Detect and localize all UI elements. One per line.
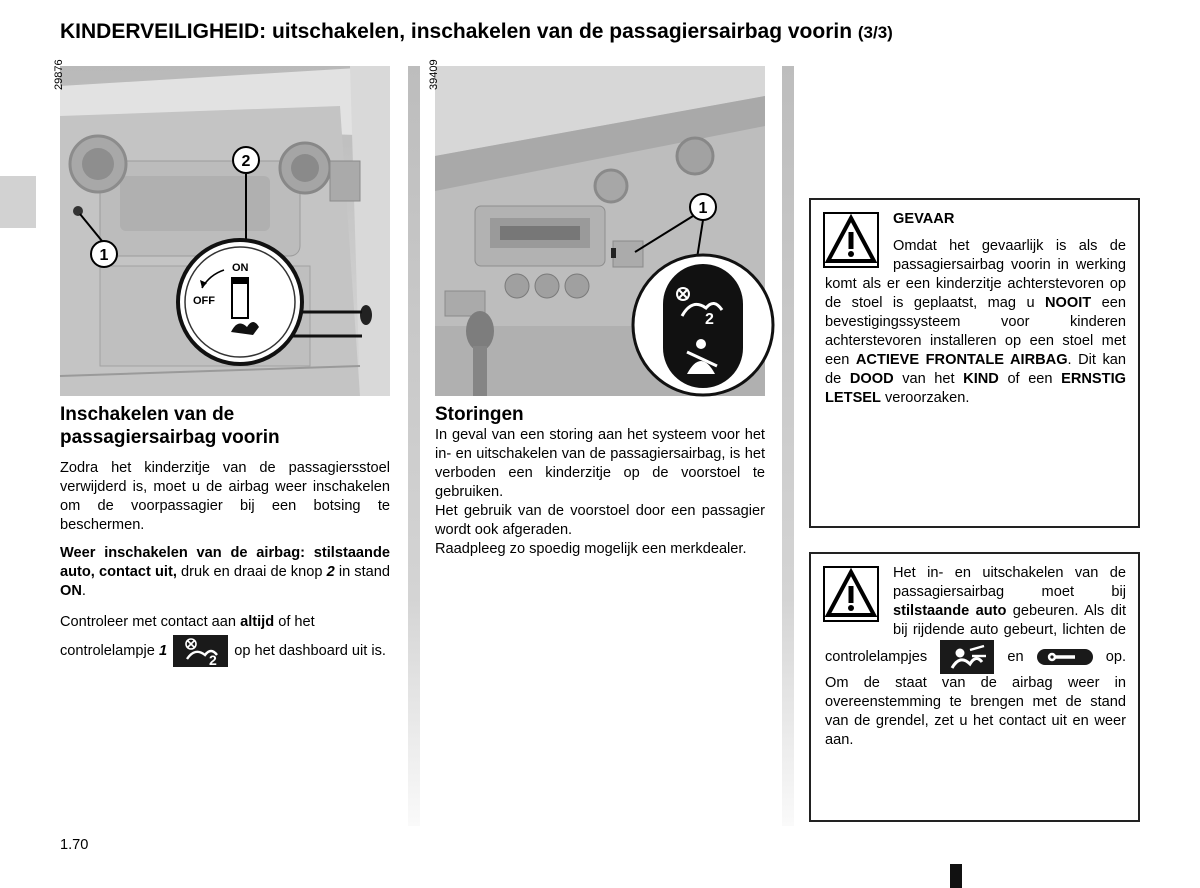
para-instructions — [60, 544, 390, 601]
para-reinschakelen: Zodra het kinderzitje van de passagiersstoel verwijderd is, moet u de airbag weer inschakelen om de voorpassagier bij een botsing te beschermen. — [60, 460, 390, 533]
heading-inschakelen — [60, 403, 390, 449]
figure-code-left: 29876 — [53, 59, 65, 90]
callout-1-right: 1 — [698, 200, 708, 217]
column-divider-1 — [408, 66, 420, 826]
airbag-off-lamp-icon — [173, 635, 228, 667]
page-title-text: KINDERVEILIGHEID: uitschakelen, inschakelen van de passagiersairbag voorin — [60, 20, 853, 43]
warning2-body — [825, 564, 1126, 750]
warning1-b4: KIND — [963, 371, 999, 387]
para-storing: In geval van een storing aan het systeem voor het in- en uitschakelen van de passagiersairbag, is het verboden een kinderzitje op de voorstoel te gebruiken. — [435, 427, 765, 500]
section-inschakelen — [60, 403, 390, 667]
warning-box-gevaar — [809, 198, 1140, 528]
warning1-title: GEVAAR — [893, 211, 955, 227]
page-number: 1.70 — [60, 837, 89, 853]
warning-box-stilstaand — [809, 552, 1140, 822]
warning1-b1: NOOIT — [1045, 295, 1092, 311]
warning1-t4: van het — [893, 371, 964, 387]
lamp-icon-badge: 2 — [209, 652, 217, 668]
check-text-c: op het dashboard uit is. — [234, 642, 386, 659]
instructions-knob: 2 — [326, 564, 335, 580]
instructions-bold: Weer inschakelen van de airbag: stilstaande auto, contact uit, — [60, 545, 390, 580]
heading-inschakelen-line2: passagiersairbag voorin — [60, 427, 280, 448]
warning1-t5: of een — [998, 371, 1062, 387]
figure-code-right: 39409 — [428, 59, 440, 90]
warning1-b3: DOOD — [849, 371, 894, 387]
heading-storingen: Storingen — [435, 404, 524, 425]
switch-label-off: OFF — [193, 295, 215, 307]
figure-airbag-switch-drawing — [53, 59, 390, 396]
column-divider-2 — [782, 66, 794, 826]
switch-label-on: ON — [232, 262, 249, 274]
warning2-t3: en — [997, 648, 1034, 665]
lamp-badge-2: 2 — [705, 311, 714, 328]
warning1-b5: ERNSTIG LETSEL — [825, 371, 1126, 406]
instructions-on: ON — [60, 583, 82, 599]
check-text-a: Controleer met contact aan — [60, 614, 241, 630]
callout-2: 2 — [241, 153, 251, 170]
instructions-text-a: druk en draai de knop — [176, 564, 327, 580]
page-title — [60, 20, 893, 44]
warning2-b1: stilstaande auto — [893, 603, 1007, 619]
para-voorstoel: Het gebruik van de voorstoel door een passagier wordt ook afgeraden. — [435, 503, 765, 538]
page-title-part: (3/3) — [857, 23, 893, 42]
warning1-t1: Omdat het gevaarlijk is als de passagiersairbag voorin in werking komt als er een kinderzitje achterstevoren op de stoel is geplaatst, mag u — [825, 238, 1126, 311]
instructions-end: . — [81, 583, 86, 599]
wrench-service-icon — [1037, 649, 1093, 665]
section-storingen — [435, 403, 765, 559]
figure-dashboard-lamp-drawing — [428, 59, 765, 396]
airbag-warning-icon — [940, 640, 994, 674]
check-bold: altijd — [240, 614, 275, 630]
warning2-t2: gebeuren. Als dit bij rijdende auto gebeurt, lichten de controlelampjes — [825, 603, 1126, 665]
warning1-body — [825, 210, 1126, 408]
check-text-b: of het controlelampje — [60, 614, 315, 659]
figure-airbag-switch — [53, 59, 390, 396]
instructions-text-b: in stand — [334, 564, 391, 580]
callout-1-left: 1 — [99, 247, 109, 264]
check-num: 1 — [158, 642, 168, 659]
warning2-t1: Het in- en uitschakelen van de passagiersairbag moet bij — [893, 565, 1126, 600]
para-controllampje — [60, 610, 390, 667]
heading-inschakelen-line1: Inschakelen van de — [60, 404, 235, 425]
warning1-t6: veroorzaken. — [880, 390, 970, 406]
page-marker — [950, 864, 962, 888]
warning1-t3: . Dit kan de — [825, 352, 1127, 387]
chapter-tab — [0, 176, 36, 228]
warning1-t2: een bevestigingssysteem voor kinderen achterstevoren installeren op een stoel met een — [825, 295, 1127, 368]
para-merkdealer: Raadpleeg zo spoedig mogelijk een merkdealer. — [435, 541, 747, 557]
warning2-t4: op. Om de staat van de airbag weer in overeenstemming te brengen met de stand van de grendel, zet u het contact uit en weer aan. — [825, 648, 1127, 748]
warning1-b2: ACTIEVE FRONTALE AIRBAG — [855, 352, 1068, 368]
figure-dashboard-lamp — [428, 59, 765, 396]
